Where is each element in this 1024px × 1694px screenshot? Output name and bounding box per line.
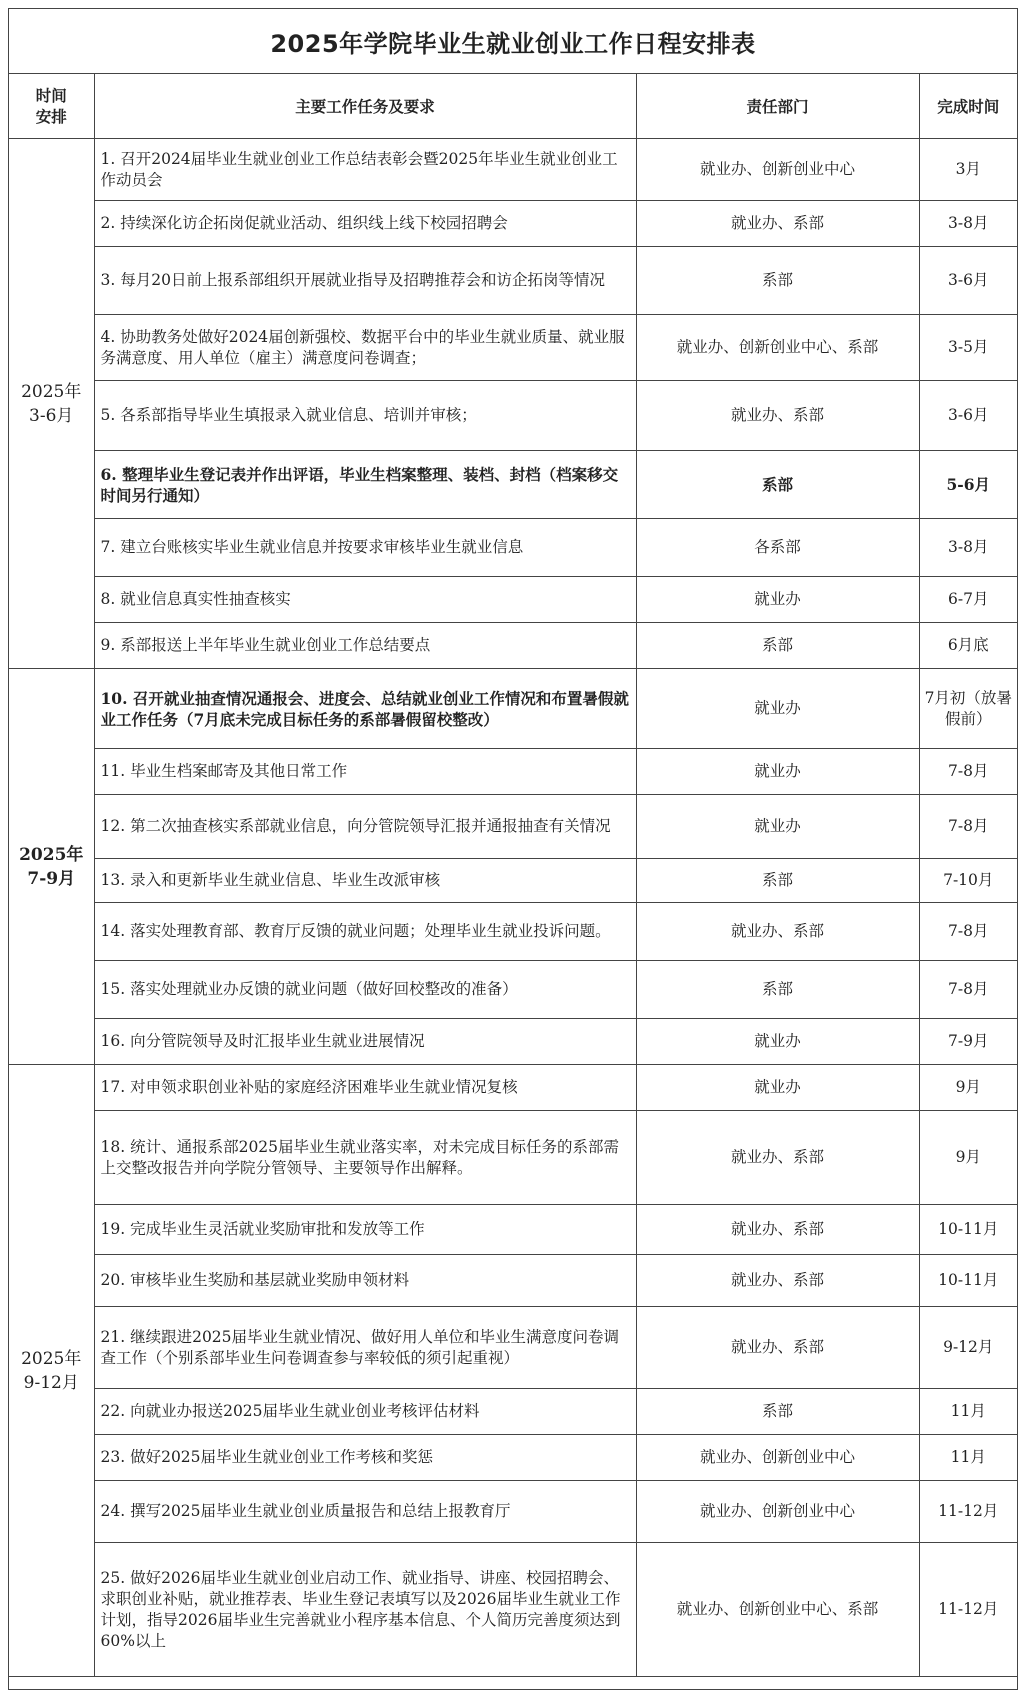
dept-cell: 系部 (636, 1389, 919, 1435)
when-cell: 3-5月 (919, 315, 1017, 381)
when-cell: 11-12月 (919, 1543, 1017, 1677)
table-row (9, 669, 1017, 749)
header-when: 完成时间 (919, 74, 1017, 139)
dept-cell: 就业办 (636, 795, 919, 859)
when-cell: 9-12月 (919, 1307, 1017, 1389)
task-cell: 25. 做好2026届毕业生就业创业启动工作、就业指导、讲座、校园招聘会、求职创业补贴，就业推荐表、毕业生登记表填写以及2026届毕业生就业工作计划，指导2026届毕业生完善就业小程序基本信息、个人简历完善度须达到60%以上 (94, 1543, 636, 1677)
when-cell: 7月初（放暑假前） (919, 669, 1017, 749)
task-cell: 12. 第二次抽查核实系部就业信息，向分管院领导汇报并通报抽查有关情况 (94, 795, 636, 859)
dept-cell: 系部 (636, 961, 919, 1019)
task-cell: 18. 统计、通报系部2025届毕业生就业落实率，对未完成目标任务的系部需上交整改报告并向学院分管领导、主要领导作出解释。 (94, 1111, 636, 1205)
table-row (9, 519, 1017, 577)
when-cell: 6月底 (919, 623, 1017, 669)
table-row (9, 1435, 1017, 1481)
task-cell: 22. 向就业办报送2025届毕业生就业创业考核评估材料 (94, 1389, 636, 1435)
when-cell: 7-9月 (919, 1019, 1017, 1065)
task-cell: 14. 落实处理教育部、教育厅反馈的就业问题；处理毕业生就业投诉问题。 (94, 903, 636, 961)
dept-cell: 就业办、创新创业中心 (636, 1481, 919, 1543)
dept-cell: 各系部 (636, 519, 919, 577)
table-row (9, 247, 1017, 315)
table-row (9, 749, 1017, 795)
when-cell: 7-8月 (919, 749, 1017, 795)
table-row (9, 1065, 1017, 1111)
dept-cell: 就业办、系部 (636, 381, 919, 451)
dept-cell: 系部 (636, 623, 919, 669)
dept-cell: 就业办、系部 (636, 1307, 919, 1389)
dept-cell: 系部 (636, 451, 919, 519)
table-row (9, 1111, 1017, 1205)
when-cell: 5-6月 (919, 451, 1017, 519)
dept-cell: 就业办、创新创业中心 (636, 139, 919, 201)
task-cell: 23. 做好2025届毕业生就业创业工作考核和奖惩 (94, 1435, 636, 1481)
when-cell: 9月 (919, 1065, 1017, 1111)
table-row (9, 451, 1017, 519)
table-row (9, 623, 1017, 669)
task-cell: 8. 就业信息真实性抽查核实 (94, 577, 636, 623)
table-row (9, 139, 1017, 201)
dept-cell: 就业办、系部 (636, 1255, 919, 1307)
when-cell: 10-11月 (919, 1205, 1017, 1255)
table-row (9, 315, 1017, 381)
task-cell: 3. 每月20日前上报系部组织开展就业指导及招聘推荐会和访企拓岗等情况 (94, 247, 636, 315)
table-row (9, 1481, 1017, 1543)
when-cell: 7-10月 (919, 859, 1017, 903)
when-cell: 3-6月 (919, 381, 1017, 451)
period-cell: 2025年 3-6月 (9, 139, 94, 669)
task-cell: 24. 撰写2025届毕业生就业创业质量报告和总结上报教育厅 (94, 1481, 636, 1543)
table-row (9, 961, 1017, 1019)
header-time: 时间 安排 (9, 74, 94, 139)
table-row (9, 1255, 1017, 1307)
when-cell: 9月 (919, 1111, 1017, 1205)
dept-cell: 就业办 (636, 577, 919, 623)
table-row (9, 1389, 1017, 1435)
when-cell: 7-8月 (919, 795, 1017, 859)
task-cell: 20. 审核毕业生奖励和基层就业奖励申领材料 (94, 1255, 636, 1307)
header-task: 主要工作任务及要求 (94, 74, 636, 139)
when-cell: 11月 (919, 1389, 1017, 1435)
page-title: 2025年学院毕业生就业创业工作日程安排表 (9, 9, 1017, 74)
table-row (9, 1307, 1017, 1389)
when-cell: 6-7月 (919, 577, 1017, 623)
task-cell: 7. 建立台账核实毕业生就业信息并按要求审核毕业生就业信息 (94, 519, 636, 577)
task-cell: 1. 召开2024届毕业生就业创业工作总结表彰会暨2025年毕业生就业创业工作动员会 (94, 139, 636, 201)
dept-cell: 系部 (636, 247, 919, 315)
task-cell: 17. 对申领求职创业补贴的家庭经济困难毕业生就业情况复核 (94, 1065, 636, 1111)
when-cell: 3-8月 (919, 519, 1017, 577)
when-cell: 7-8月 (919, 903, 1017, 961)
when-cell: 11-12月 (919, 1481, 1017, 1543)
task-cell: 5. 各系部指导毕业生填报录入就业信息、培训并审核； (94, 381, 636, 451)
task-cell: 6. 整理毕业生登记表并作出评语，毕业生档案整理、装档、封档（档案移交时间另行通知） (94, 451, 636, 519)
when-cell: 3月 (919, 139, 1017, 201)
schedule-sheet (8, 8, 1018, 1690)
table-row (9, 1205, 1017, 1255)
table-row (9, 795, 1017, 859)
schedule-table (9, 74, 1017, 1677)
table-row (9, 1019, 1017, 1065)
when-cell: 10-11月 (919, 1255, 1017, 1307)
dept-cell: 就业办、系部 (636, 201, 919, 247)
period-cell: 2025年 9-12月 (9, 1065, 94, 1677)
dept-cell: 就业办、系部 (636, 903, 919, 961)
task-cell: 15. 落实处理就业办反馈的就业问题（做好回校整改的准备） (94, 961, 636, 1019)
dept-cell: 就业办 (636, 1019, 919, 1065)
when-cell: 7-8月 (919, 961, 1017, 1019)
dept-cell: 就业办、创新创业中心、系部 (636, 1543, 919, 1677)
task-cell: 4. 协助教务处做好2024届创新强校、数据平台中的毕业生就业质量、就业服务满意度、用人单位（雇主）满意度问卷调查； (94, 315, 636, 381)
when-cell: 3-8月 (919, 201, 1017, 247)
table-row (9, 577, 1017, 623)
dept-cell: 就业办 (636, 1065, 919, 1111)
when-cell: 3-6月 (919, 247, 1017, 315)
header-dept: 责任部门 (636, 74, 919, 139)
dept-cell: 就业办、创新创业中心 (636, 1435, 919, 1481)
task-cell: 13. 录入和更新毕业生就业信息、毕业生改派审核 (94, 859, 636, 903)
table-row (9, 201, 1017, 247)
dept-cell: 就业办 (636, 669, 919, 749)
task-cell: 11. 毕业生档案邮寄及其他日常工作 (94, 749, 636, 795)
task-cell: 9. 系部报送上半年毕业生就业创业工作总结要点 (94, 623, 636, 669)
when-cell: 11月 (919, 1435, 1017, 1481)
table-row (9, 381, 1017, 451)
period-cell: 2025年 7-9月 (9, 669, 94, 1065)
task-cell: 16. 向分管院领导及时汇报毕业生就业进展情况 (94, 1019, 636, 1065)
dept-cell: 就业办、系部 (636, 1111, 919, 1205)
table-header-row (9, 74, 1017, 139)
task-cell: 19. 完成毕业生灵活就业奖励审批和发放等工作 (94, 1205, 636, 1255)
dept-cell: 就业办、创新创业中心、系部 (636, 315, 919, 381)
table-row (9, 1543, 1017, 1677)
dept-cell: 系部 (636, 859, 919, 903)
table-row (9, 903, 1017, 961)
dept-cell: 就业办、系部 (636, 1205, 919, 1255)
task-cell: 2. 持续深化访企拓岗促就业活动、组织线上线下校园招聘会 (94, 201, 636, 247)
table-row (9, 859, 1017, 903)
task-cell: 21. 继续跟进2025届毕业生就业情况、做好用人单位和毕业生满意度问卷调查工作（个别系部毕业生问卷调查参与率较低的须引起重视） (94, 1307, 636, 1389)
dept-cell: 就业办 (636, 749, 919, 795)
task-cell: 10. 召开就业抽查情况通报会、进度会、总结就业创业工作情况和布置暑假就业工作任务（7月底未完成目标任务的系部暑假留校整改） (94, 669, 636, 749)
